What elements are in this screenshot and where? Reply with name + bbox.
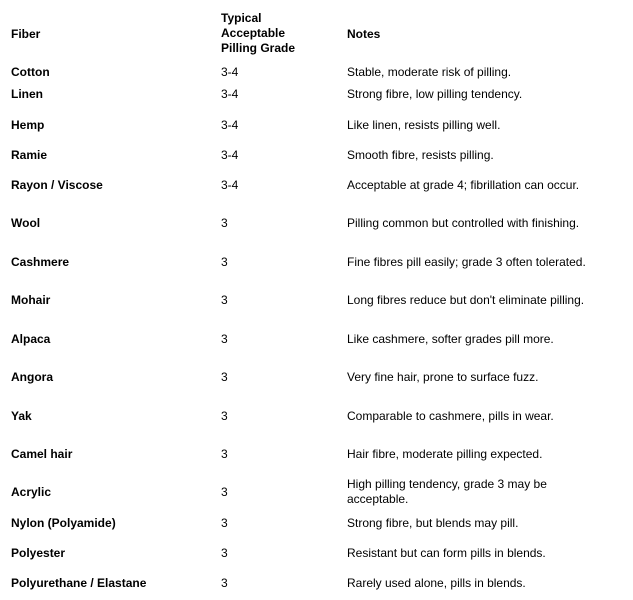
pilling-grade: 3-4 [221,118,239,132]
header-grade-line3: Pilling Grade [221,41,296,55]
fiber-name: Wool [11,216,41,230]
table-row [0,576,633,596]
fiber-name: Alpaca [11,332,51,346]
pilling-grade: 3 [221,516,228,530]
fiber-notes: Stable, moderate risk of pilling. [347,65,512,79]
table-row [0,332,633,352]
fiber-name: Mohair [11,293,51,307]
table-row [0,516,633,536]
fiber-notes: Comparable to cashmere, pills in wear. [347,409,554,423]
pilling-grade: 3 [221,216,228,230]
fiber-name: Hemp [11,118,45,132]
table-row [0,178,633,198]
fiber-name: Acrylic [11,485,52,499]
fiber-notes: Strong fibre, but blends may pill. [347,516,519,530]
header-grade [221,11,321,56]
fiber-name: Rayon / Viscose [11,178,103,192]
fiber-notes: Strong fibre, low pilling tendency. [347,87,523,101]
table-row [0,447,633,467]
header-fiber: Fiber [11,27,41,41]
table-row [0,65,633,85]
pilling-grade: 3 [221,255,228,269]
fiber-notes: Rarely used alone, pills in blends. [347,576,526,590]
pilling-grade: 3-4 [221,178,239,192]
table-row [0,409,633,429]
table-row [0,87,633,107]
fiber-notes: Smooth fibre, resists pilling. [347,148,494,162]
pilling-grade: 3 [221,485,228,499]
pilling-grade: 3 [221,546,228,560]
fiber-notes: Long fibres reduce but don't eliminate pilling. [347,293,585,307]
fiber-name: Polyester [11,546,66,560]
fiber-notes: Acceptable at grade 4; fibrillation can occur. [347,178,580,192]
fiber-notes: Very fine hair, prone to surface fuzz. [347,370,539,384]
fiber-name: Linen [11,87,43,101]
fiber-name: Polyurethane / Elastane [11,576,147,590]
fiber-name: Nylon (Polyamide) [11,516,116,530]
table-row [0,216,633,236]
pilling-grade: 3 [221,332,228,346]
table-row [0,293,633,313]
fiber-name: Camel hair [11,447,73,461]
fiber-name: Cashmere [11,255,70,269]
table-row [0,477,633,509]
fiber-notes: Hair fibre, moderate pilling expected. [347,447,543,461]
fiber-notes: High pilling tendency, grade 3 may be acceptable. [347,477,547,506]
pilling-grade: 3 [221,409,228,423]
table-row [0,148,633,168]
pilling-grade: 3 [221,576,228,590]
pilling-grade: 3-4 [221,65,239,79]
pilling-grade: 3-4 [221,148,239,162]
header-notes: Notes [347,27,381,41]
fiber-notes: Pilling common but controlled with finishing. [347,216,580,230]
pilling-grade: 3-4 [221,87,239,101]
fiber-name: Yak [11,409,32,423]
table-row [0,118,633,138]
header-grade-line2: Acceptable [221,26,286,40]
header-grade-line1: Typical [221,11,262,25]
fiber-notes: Like linen, resists pilling well. [347,118,501,132]
pilling-grade: 3 [221,447,228,461]
fiber-name: Ramie [11,148,48,162]
pilling-grade: 3 [221,370,228,384]
fiber-name: Cotton [11,65,50,79]
fiber-name: Angora [11,370,53,384]
fiber-notes: Like cashmere, softer grades pill more. [347,332,554,346]
fiber-notes: Fine fibres pill easily; grade 3 often tolerated. [347,255,586,269]
table-row [0,370,633,390]
table-row [0,546,633,566]
fiber-notes: Resistant but can form pills in blends. [347,546,546,560]
pilling-grade: 3 [221,293,228,307]
table-row [0,255,633,275]
